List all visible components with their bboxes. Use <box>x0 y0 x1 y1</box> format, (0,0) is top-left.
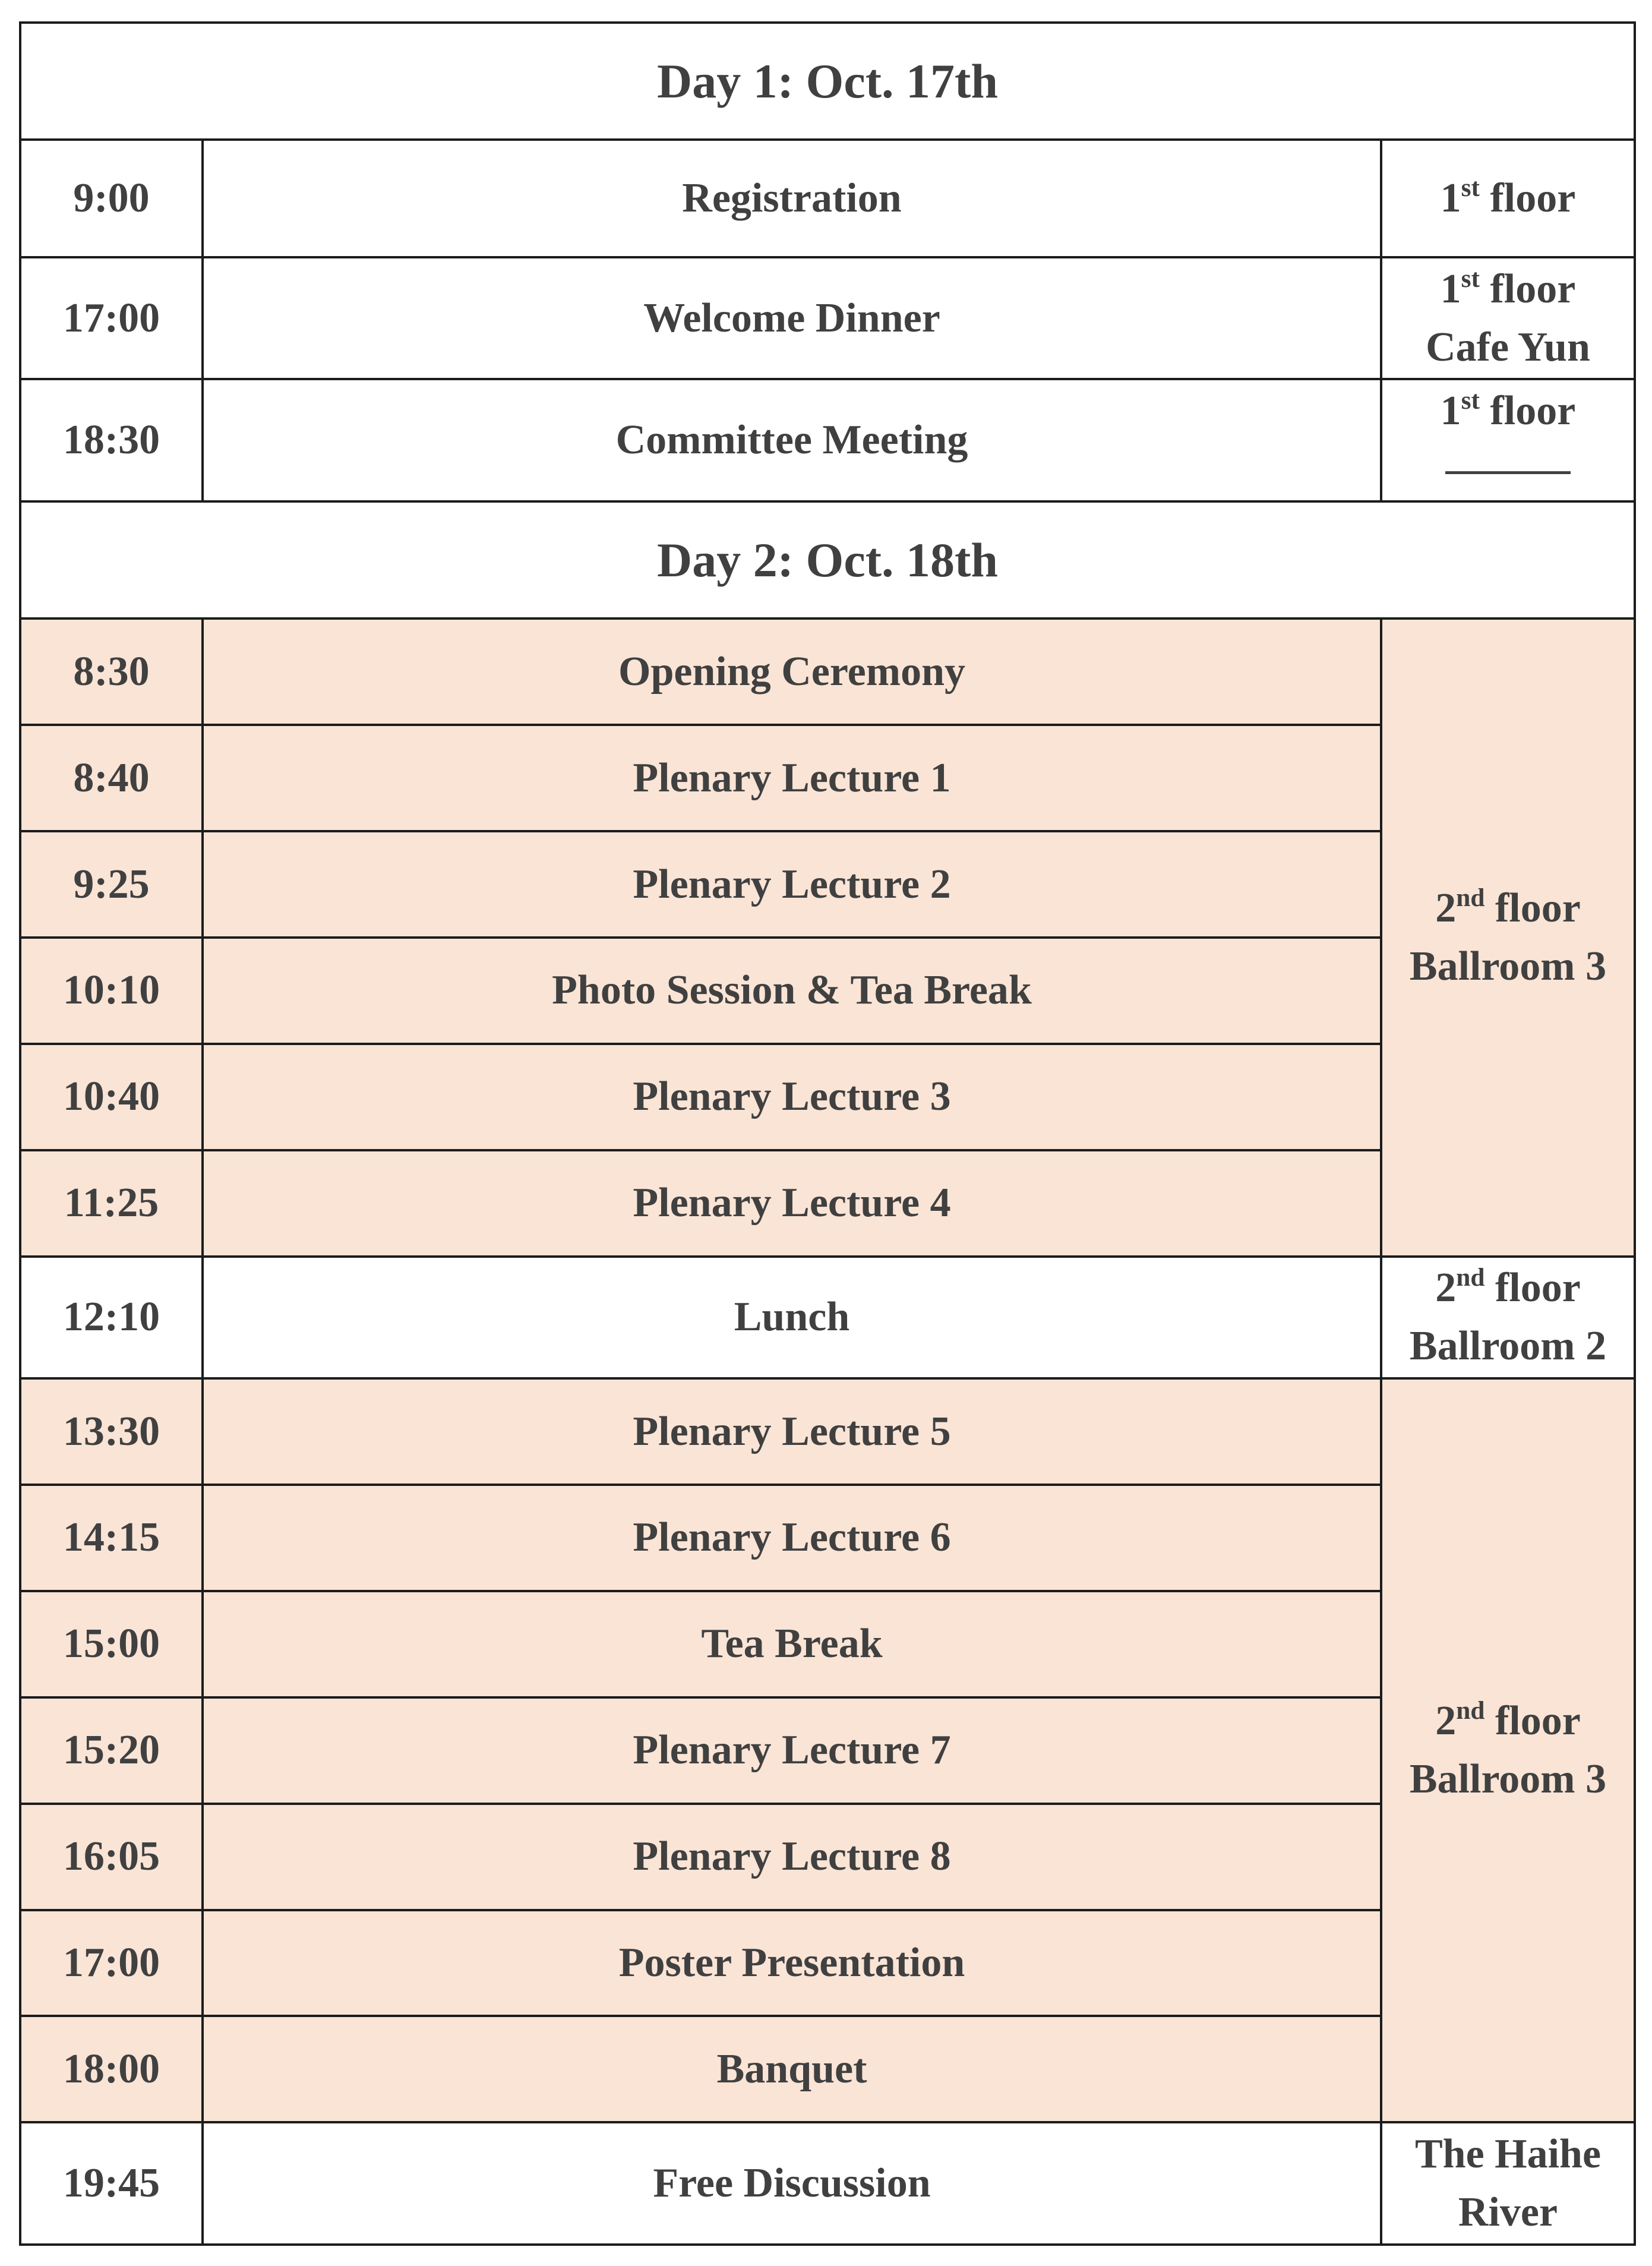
location-line: 2nd floor <box>1435 1696 1581 1744</box>
location-cell-afternoon <box>1381 1378 1635 2122</box>
event-cell: Opening Ceremony <box>203 618 1381 725</box>
table-row <box>20 1257 1635 1379</box>
time-cell: 19:45 <box>20 2122 203 2245</box>
table-row <box>20 618 1635 725</box>
location-line: 2nd floor <box>1435 883 1581 931</box>
location-line: River <box>1458 2189 1558 2236</box>
location-cell-evening <box>1381 2122 1635 2245</box>
time-cell: 15:20 <box>20 1697 203 1804</box>
time-cell: 18:00 <box>20 2016 203 2122</box>
event-cell: Free Discussion <box>203 2122 1381 2245</box>
location-line: ——— <box>1445 446 1571 493</box>
time-cell: 12:10 <box>20 1257 203 1379</box>
event-cell: Plenary Lecture 8 <box>203 1804 1381 1910</box>
time-cell: 8:40 <box>20 725 203 831</box>
table-row <box>20 1378 1635 1485</box>
location-line: Ballroom 3 <box>1409 1756 1607 1803</box>
event-cell: Plenary Lecture 4 <box>203 1150 1381 1257</box>
location-line: 1st floor <box>1440 264 1576 312</box>
event-cell: Plenary Lecture 2 <box>203 831 1381 938</box>
location-cell <box>1381 379 1635 501</box>
event-cell: Plenary Lecture 6 <box>203 1485 1381 1591</box>
location-cell <box>1381 257 1635 380</box>
time-cell: 15:00 <box>20 1591 203 1697</box>
location-cell-lunch <box>1381 1257 1635 1379</box>
time-cell: 9:25 <box>20 831 203 938</box>
day-1-title: Day 1: Oct. 17th <box>20 23 1635 140</box>
event-cell: Photo Session & Tea Break <box>203 938 1381 1044</box>
location-line: 2nd floor <box>1435 1263 1581 1311</box>
table-row <box>20 140 1635 257</box>
location-line: Ballroom 3 <box>1409 943 1607 989</box>
day-header-row <box>20 501 1635 618</box>
time-cell: 11:25 <box>20 1150 203 1257</box>
time-cell: 16:05 <box>20 1804 203 1910</box>
event-cell: Plenary Lecture 3 <box>203 1044 1381 1150</box>
location-line: 1st floor <box>1440 386 1576 434</box>
time-cell: 18:30 <box>20 379 203 501</box>
time-cell: 8:30 <box>20 618 203 725</box>
location-cell <box>1381 140 1635 257</box>
event-cell: Tea Break <box>203 1591 1381 1697</box>
schedule-table <box>19 21 1636 2246</box>
table-row <box>20 379 1635 501</box>
event-cell: Committee Meeting <box>203 379 1381 501</box>
event-cell: Welcome Dinner <box>203 257 1381 380</box>
time-cell: 10:10 <box>20 938 203 1044</box>
event-cell: Poster Presentation <box>203 1910 1381 2016</box>
time-cell: 17:00 <box>20 1910 203 2016</box>
event-cell: Registration <box>203 140 1381 257</box>
time-cell: 10:40 <box>20 1044 203 1150</box>
location-line: 1st floor <box>1440 173 1576 222</box>
day-2-title: Day 2: Oct. 18th <box>20 501 1635 618</box>
event-cell: Lunch <box>203 1257 1381 1379</box>
location-line: The Haihe <box>1414 2131 1602 2177</box>
time-cell: 9:00 <box>20 140 203 257</box>
time-cell: 17:00 <box>20 257 203 380</box>
day-header-row <box>20 23 1635 140</box>
time-cell: 14:15 <box>20 1485 203 1591</box>
location-line: Cafe Yun <box>1426 324 1590 370</box>
table-row <box>20 2122 1635 2245</box>
event-cell: Plenary Lecture 7 <box>203 1697 1381 1804</box>
time-cell: 13:30 <box>20 1378 203 1485</box>
event-cell: Plenary Lecture 1 <box>203 725 1381 831</box>
table-row <box>20 257 1635 380</box>
event-cell: Banquet <box>203 2016 1381 2122</box>
location-line: Ballroom 2 <box>1409 1323 1607 1369</box>
location-cell-morning <box>1381 618 1635 1256</box>
event-cell: Plenary Lecture 5 <box>203 1378 1381 1485</box>
